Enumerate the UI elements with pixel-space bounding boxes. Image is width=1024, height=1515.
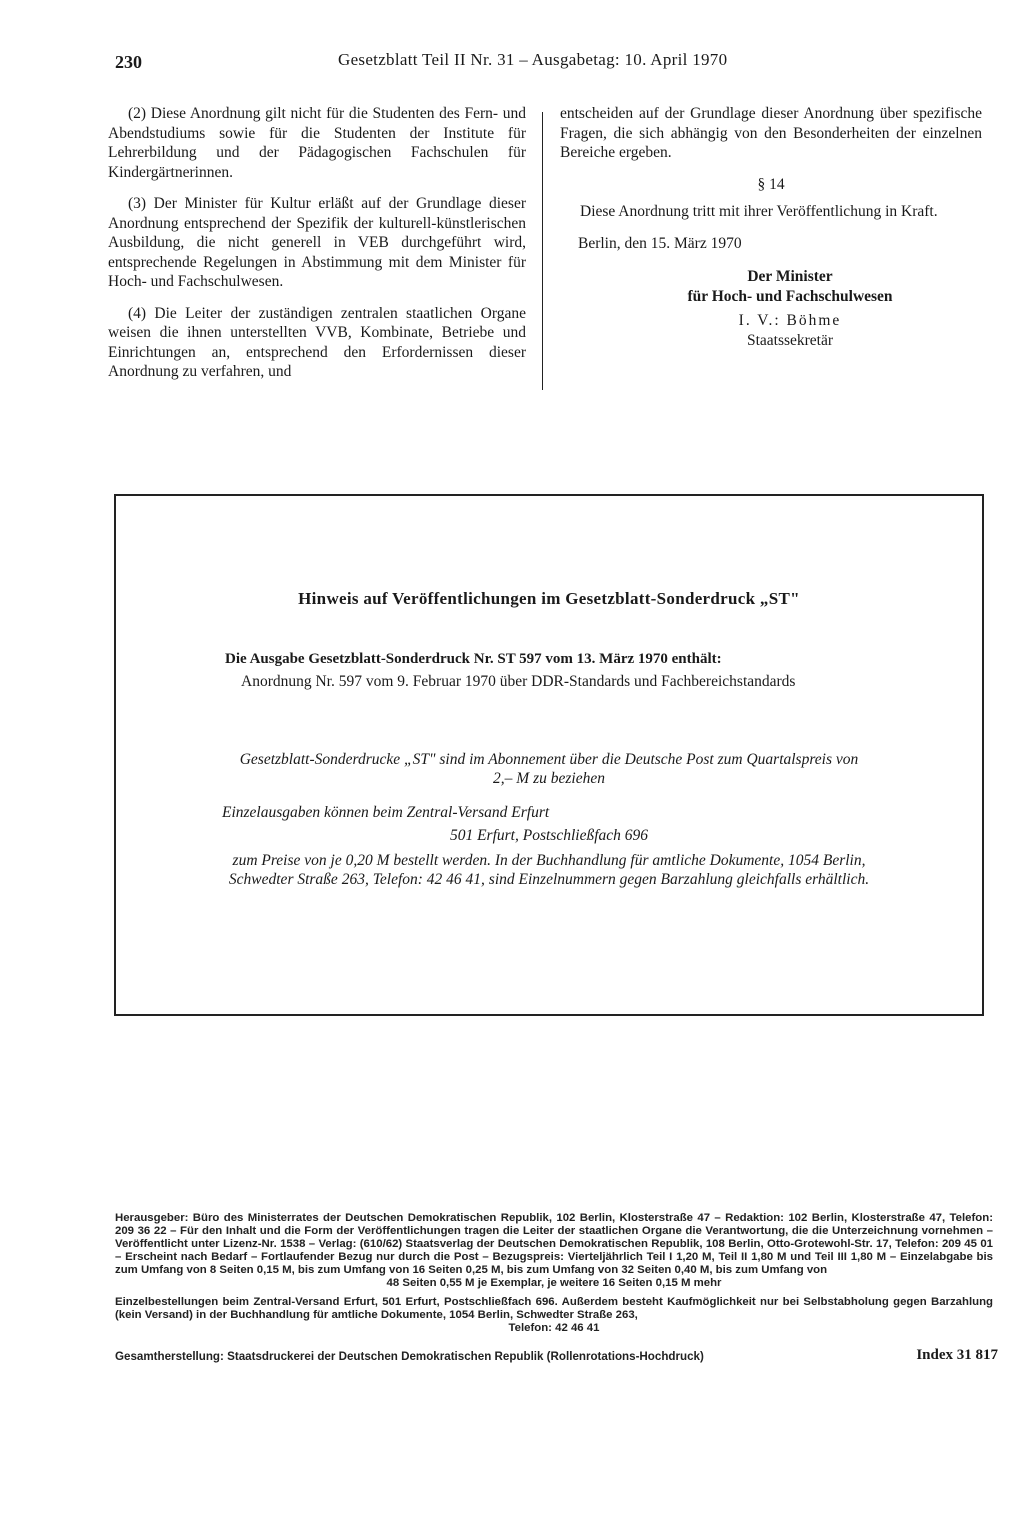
page-number: 230 [115,52,142,72]
imprint-publisher-last: 48 Seiten 0,55 M je Exemplar, je weitere 16 Seiten 0,15 M mehr [386,1277,722,1289]
left-column [108,104,526,394]
imprint-orders: Einzelbestellungen beim Zentral-Versand Erfurt, 501 Erfurt, Postschließfach 696. Außerdem besteht Kaufmöglichkeit nur bei Selbstabholung gegen Barzahlung (kein Versand) in der Buchhandlung für amtliche Dokumente, 1054 Berlin, Schwedter Straße 263, [115,1296,993,1321]
column-divider [542,112,543,390]
signature-block [610,267,970,351]
notice-issue-heading: Die Ausgabe Gesetzblatt-Sonderdruck Nr. ST 597 vom 13. März 1970 enthält: [225,651,722,667]
signature-title: Der Minister [747,268,833,285]
continuation-paragraph: entscheiden auf der Grundlage dieser Anordnung über spezifische Fragen, die sich abhängig von den Besonderheiten der einzelnen Bereiche ergeben. [560,105,982,161]
notice-box [114,494,984,1016]
imprint-publisher: Herausgeber: Büro des Ministerrates der Deutschen Demokratischen Republik, 102 Berlin, Klosterstraße 47 – Redaktion: 102 Berlin, Klosterstraße 47, Telefon: 209 36 22 – Für den Inhalt und die Form der Veröffentlichungen tragen die Leiter der staatlichen Organe die Verantwortung, die die Unterzeichnung vornehmen – Veröffentlicht unter Lizenz-Nr. 1538 – Verlag: (610/62) Staatsverlag der Deutschen Demokratischen Republik, 108 Berlin, Otto-Grotewohl-Str. 17, Telefon: 209 45 01 – Erscheint nach Bedarf – Fortlaufender Bezug nur durch die Post – Bezugspreis: Vierteljährlich Teil I 1,20 M, Teil II 1,80 M und Teil III 1,80 M – Einzelabgabe bis zum Umfang von 8 Seiten 0,15 M, bis zum Umfang von 16 Seiten 0,25 M, bis zum Umfang von 32 Seiten 0,40 M, bis zum Umfang von [115,1212,993,1276]
notice-order-info: zum Preise von je 0,20 M bestellt werden. In der Buchhandlung für amtliche Dokumente, 1054 Berlin, Schwedter Straße 263, Telefon: 42 46 41, sind Einzelnummern gegen Barzahlung gleichfalls erhältlich. [228,852,870,888]
notice-address: 501 Erfurt, Postschließfach 696 [449,827,649,844]
paragraph-4: (4) Die Leiter der zuständigen zentralen staatlichen Organe weisen die ihnen unterstellten VVB, Kombinate, Betriebe und Einrichtungen an, entsprechend den Erfordernissen dieser Anordnung zu verfahren, und [108,304,526,380]
signature-name: I. V.: Böhme [738,312,842,329]
signature-role: Staatssekretär [746,332,834,349]
notice-single-issues: Einzelausgaben können beim Zentral-Versand Erfurt [222,804,550,821]
notice-subscription: Gesetzblatt-Sonderdrucke „ST" sind im Abonnement über die Deutsche Post zum Quartalspreis von 2,– M zu beziehen [239,751,859,787]
notice-content: Anordnung Nr. 597 vom 9. Februar 1970 über DDR-Standards und Fachbereichstandards [241,673,796,690]
signature-ministry: für Hoch- und Fachschulwesen [687,288,893,305]
production-line: Gesamtherstellung: Staatsdruckerei der Deutschen Demokratischen Republik (Rollenrotations-Hochdruck) [115,1350,704,1363]
section-heading: § 14 [757,175,785,193]
imprint-orders-phone: Telefon: 42 46 41 [508,1322,600,1334]
paragraph-2: (2) Diese Anordnung gilt nicht für die Studenten des Fern- und Abendstudiums sowie für die Studenten der Institute für Lehrerbildung und der Pädagogischen Fachschulen für Kindergärtnerinnen. [108,105,526,181]
notice-title: Hinweis auf Veröffentlichungen im Gesetzblatt-Sonderdruck „ST" [298,589,800,608]
right-column [560,104,982,351]
date-line: Berlin, den 15. März 1970 [578,234,742,252]
paragraph-3: (3) Der Minister für Kultur erläßt auf der Grundlage dieser Anordnung entsprechend der Spezifik der kulturell-künstlerischen Ausbildung, die nicht generell in VEB durchgeführt wird, entsprechende Regelungen in Abstimmung mit dem Minister für Hoch- und Fachschulwesen. [108,195,526,290]
section-text: Diese Anordnung tritt mit ihrer Veröffentlichung in Kraft. [580,203,938,220]
index-number: Index 31 817 [916,1347,998,1363]
imprint [115,1212,993,1335]
running-header: Gesetzblatt Teil II Nr. 31 – Ausgabetag: 10. April 1970 [338,50,728,69]
